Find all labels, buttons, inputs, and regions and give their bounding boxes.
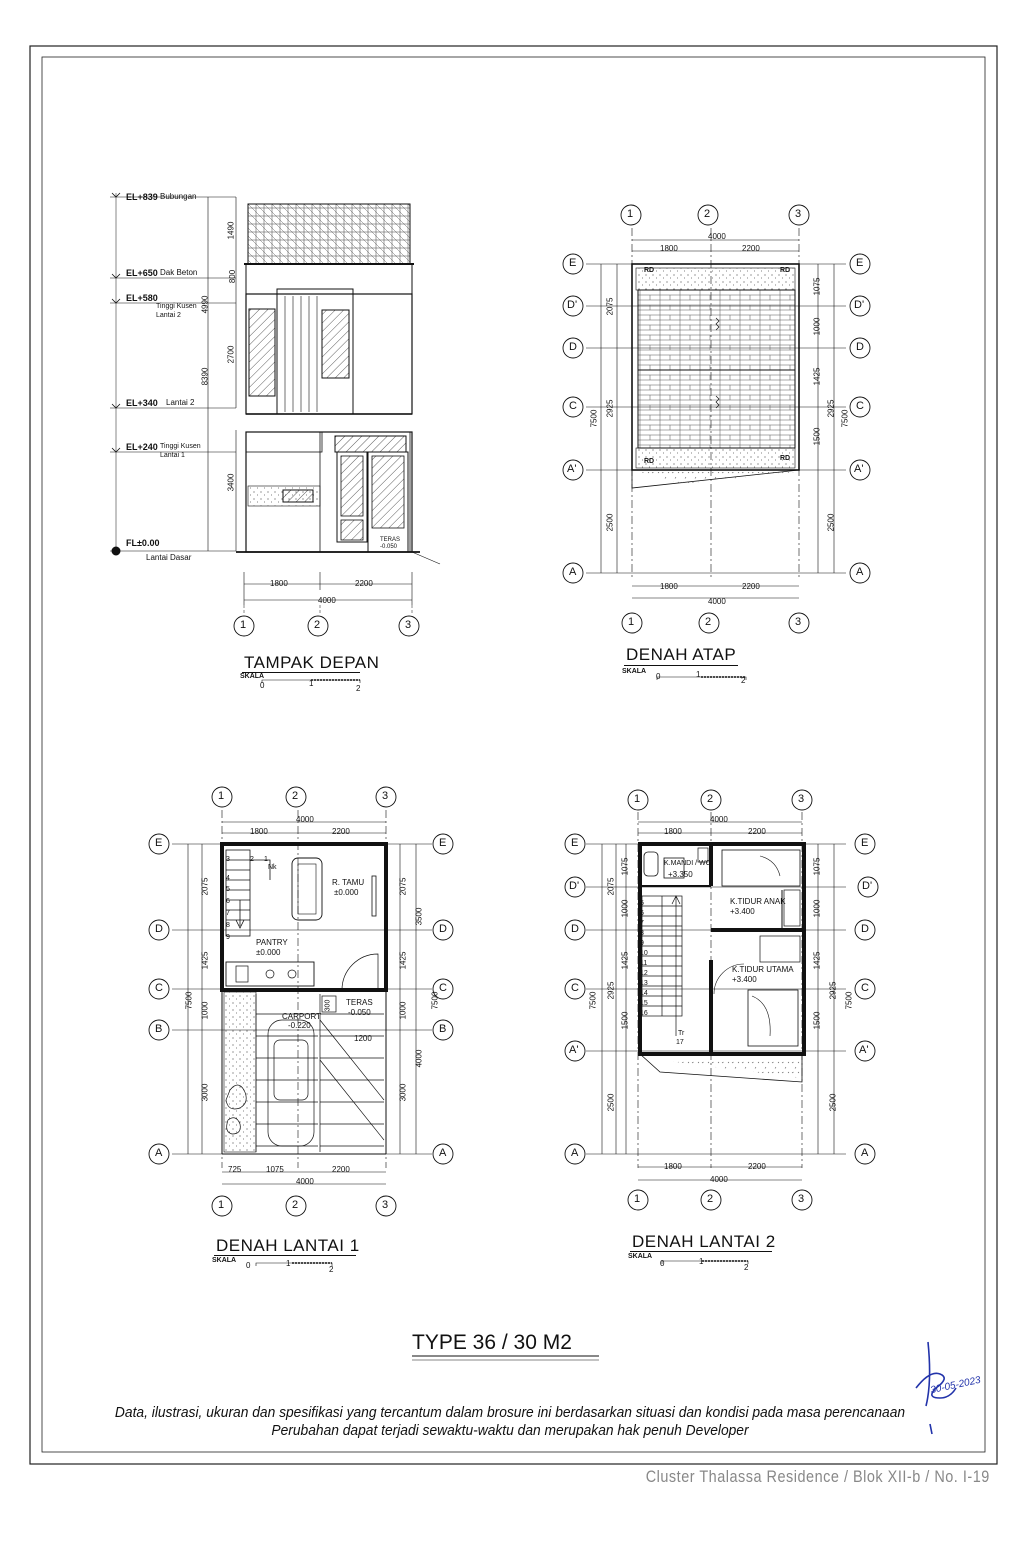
dim-label: 2075 [605, 297, 615, 316]
scale-label: SKALA [622, 668, 647, 675]
stair-step-number: 8 [226, 922, 230, 929]
stair-step-number: 14 [640, 990, 648, 997]
room-label-kamar-mandi: K.MANDI / WC [664, 860, 711, 867]
room-elevation: +3.350 [668, 870, 693, 879]
grid-row-label: C [861, 982, 869, 994]
roof-plan-title: DENAH ATAP [626, 645, 737, 664]
stair-step-number: 6 [640, 910, 644, 917]
dim-label: 4000 [708, 232, 726, 241]
grid-axis-label: 3 [795, 208, 802, 220]
scale-tick: 0 [656, 672, 661, 681]
grid-axis-label: 3 [405, 619, 412, 631]
stair-step-number: 4 [226, 875, 230, 882]
roof-drain-label: RD [644, 267, 655, 274]
disclaimer-line-2: Perubahan dapat terjadi sewaktu-waktu dan merupakan hak penuh Developer [271, 1422, 749, 1439]
level-label: EL+839 [126, 192, 158, 202]
grid-axis-label: 2 [704, 208, 711, 220]
grid-row-label: C [856, 400, 864, 412]
room-label-tamu: R. TAMU [332, 878, 365, 887]
dim-label: 300 [324, 999, 332, 1012]
grid-row-label: A' [854, 463, 864, 475]
stair-step-number: 9 [226, 934, 230, 941]
grid-row-label: D' [567, 299, 578, 311]
grid-row-label: C [439, 982, 447, 994]
grid-row-label: A [439, 1147, 447, 1159]
grid-axis-label: 3 [382, 790, 389, 802]
dim-label: 1200 [354, 1034, 372, 1043]
dim-label: 1800 [270, 579, 288, 588]
dim-label: 2500 [606, 1093, 616, 1112]
grid-axis-label: 1 [627, 208, 634, 220]
dim-label: 1075 [266, 1165, 284, 1174]
dim-label: 1425 [620, 951, 630, 970]
dim-label: 725 [228, 1165, 242, 1174]
dim-label: 1000 [398, 1001, 408, 1020]
disclaimer [78, 1404, 943, 1440]
scale-tick: 1 [696, 670, 701, 679]
dim-label: 3000 [398, 1083, 408, 1102]
title-underline [630, 1251, 772, 1252]
dim-label: 3000 [200, 1083, 210, 1102]
dim-label: 2925 [606, 981, 616, 1000]
scale-tick: 2 [356, 684, 361, 693]
dim-label: 4000 [710, 1175, 728, 1184]
grid-row-label: D' [569, 880, 580, 892]
grid-row-label: E [439, 837, 447, 849]
stair-step-number: 5 [226, 886, 230, 893]
dim-label: 2925 [605, 399, 615, 418]
dim-label: 2075 [398, 877, 408, 896]
stair-nk-label: Nk [268, 864, 277, 871]
scale-tick: 1 [699, 1257, 704, 1266]
scale-tick: 2 [329, 1265, 334, 1274]
dim-label: 1425 [398, 951, 408, 970]
dim-label: 1075 [812, 857, 822, 876]
dim-label: 1000 [200, 1001, 210, 1020]
grid-row-label: D [155, 923, 163, 935]
roof-drain-label: RD [780, 267, 791, 274]
stair-step-number: 11 [640, 960, 648, 967]
grid-axis-label: 1 [628, 616, 635, 628]
grid-axis-label: 1 [218, 790, 225, 802]
dim-label: 2500 [828, 1093, 838, 1112]
stair-step-number: 2 [250, 856, 254, 863]
dim-label: 3500 [414, 907, 424, 926]
room-label-carport: CARPORT [282, 1012, 321, 1021]
dim-label: 2200 [332, 827, 350, 836]
grid-row-label: A [569, 566, 577, 578]
grid-row-label: A [856, 566, 864, 578]
scale-label: SKALA [628, 1253, 653, 1260]
grid-axis-label: 3 [798, 793, 805, 805]
dim-label: 2200 [355, 579, 373, 588]
grid-row-label: C [571, 982, 579, 994]
grid-row-label: A [571, 1147, 579, 1159]
dim-label: 2500 [605, 513, 615, 532]
dim-label: 2075 [606, 877, 616, 896]
grid-row-label: A' [567, 463, 577, 475]
grid-axis-label: 2 [705, 616, 712, 628]
room-label-pantry: PANTRY [256, 938, 288, 947]
dim-label: 2200 [742, 244, 760, 253]
grid-row-label: D [439, 923, 447, 935]
title-underline [214, 1255, 356, 1256]
scale-tick: 1 [309, 679, 314, 688]
scale-tick: 1 [286, 1259, 291, 1268]
scale-label: SKALA [240, 673, 265, 680]
room-elevation: +3.400 [730, 907, 755, 916]
level-label: EL+340 [126, 398, 158, 408]
dim-label: 1000 [620, 899, 630, 918]
level-name: Lantai Dasar [146, 553, 192, 562]
dim-label: 7500 [840, 409, 850, 428]
grid-axis-label: 3 [795, 616, 802, 628]
level-name: Dak Beton [160, 268, 198, 277]
teras-label: TERAS -0.050 [380, 537, 401, 550]
room-elevation: ±0.000 [256, 948, 281, 957]
type-title: TYPE 36 / 30 M2 [412, 1331, 572, 1354]
dim-label: 4000 [708, 597, 726, 606]
disclaimer-line-1: Data, ilustrasi, ukuran dan spesifikasi yang tercantum dalam brosure ini berdasarkan situasi dan kondisi pada masa perencanaan [114, 1404, 906, 1421]
dim-label: 1075 [812, 277, 822, 296]
level-label: FL±0.00 [126, 538, 160, 548]
dim-label: 1075 [620, 857, 630, 876]
dim-label: 2200 [332, 1165, 350, 1174]
dim-label: 4000 [296, 1177, 314, 1186]
dim-label: 1500 [812, 1011, 822, 1030]
grid-row-label: B [155, 1023, 163, 1035]
dim-label: 7500 [589, 409, 599, 428]
dim-label: 1800 [664, 1162, 682, 1171]
grid-axis-label: 1 [634, 793, 641, 805]
stair-step-number: 16 [640, 1010, 648, 1017]
grid-axis-label: 2 [292, 790, 299, 802]
grid-axis-label: 2 [314, 619, 321, 631]
dim-label: 1500 [620, 1011, 630, 1030]
dim-label: 2075 [200, 877, 210, 896]
level-name: Tinggi Kusen Lantai 1 [160, 443, 201, 459]
grid-axis-label: 1 [634, 1193, 641, 1205]
grid-row-label: B [439, 1023, 447, 1035]
grid-row-label: D [569, 341, 577, 353]
grid-axis-label: 2 [707, 793, 714, 805]
grid-row-label: D' [854, 299, 865, 311]
dim-label: 2925 [826, 399, 836, 418]
stair-step-number: 9 [640, 940, 644, 947]
grid-row-label: C [569, 400, 577, 412]
stair-step-number: 1 [264, 856, 268, 863]
level-name: Lantai 2 [166, 398, 195, 407]
level-label: EL+650 [126, 268, 158, 278]
dim-label: 1425 [812, 367, 822, 386]
dim-label: 1490 [226, 221, 236, 240]
grid-row-label: C [155, 982, 163, 994]
dim-label: 1800 [660, 244, 678, 253]
level-label: EL+580 [126, 293, 158, 303]
level-name: Tinggi Kusen Lantai 2 [156, 303, 197, 319]
scale-tick: 0 [660, 1259, 665, 1268]
scale-tick: 0 [246, 1261, 251, 1270]
title-underline [624, 665, 738, 666]
level-name: Bubungan [160, 192, 197, 201]
dim-label: 8390 [200, 367, 210, 386]
stair-step-number: 10 [640, 950, 648, 957]
room-label-tidur-utama: K.TIDUR UTAMA [732, 965, 794, 974]
dim-label: 7500 [184, 991, 194, 1010]
roof-drain-label: RD [644, 458, 655, 465]
dim-label: 2925 [828, 981, 838, 1000]
grid-row-label: D [856, 341, 864, 353]
dim-label: 7500 [588, 991, 598, 1010]
grid-axis-label: 3 [382, 1199, 389, 1211]
front-elevation [110, 193, 440, 683]
roof-plan [563, 205, 870, 680]
dim-label: 1800 [250, 827, 268, 836]
stair-step-number: 13 [640, 980, 648, 987]
stair-step-number: 3 [226, 856, 230, 863]
dim-label: 7500 [430, 991, 440, 1010]
scale-tick: 2 [744, 1263, 749, 1272]
scale-tick: 2 [741, 676, 746, 685]
inner-border [42, 57, 985, 1452]
dim-label: 1425 [200, 951, 210, 970]
dim-label: 7500 [844, 991, 854, 1010]
floor2-plan [565, 790, 878, 1264]
grid-axis-label: 2 [707, 1193, 714, 1205]
room-elevation: +3.400 [732, 975, 757, 984]
dim-label: 3400 [226, 473, 236, 492]
grid-axis-label: 1 [240, 619, 247, 631]
grid-row-label: E [571, 837, 579, 849]
stair-step-number: 5 [640, 900, 644, 907]
dim-label: 4000 [318, 596, 336, 605]
grid-row-label: A' [859, 1044, 869, 1056]
roof-drain-label: RD [780, 455, 791, 462]
room-elevation: -0.050 [348, 1008, 371, 1017]
scale-label: SKALA [212, 1257, 237, 1264]
dim-label: 2200 [748, 827, 766, 836]
stair-step-number: 15 [640, 1000, 648, 1007]
front-elevation-title: TAMPAK DEPAN [244, 653, 380, 672]
dim-label: 1000 [812, 899, 822, 918]
dim-label: 1800 [660, 582, 678, 591]
stair-step-number: 8 [640, 930, 644, 937]
stair-top-label: Tr [678, 1030, 685, 1037]
floor2-title: DENAH LANTAI 2 [632, 1232, 776, 1251]
stair-step-number: 6 [226, 898, 230, 905]
stair-step-number: 12 [640, 970, 648, 977]
signature-date: 30-05-2023 [929, 1374, 982, 1397]
dim-label: 2200 [748, 1162, 766, 1171]
dim-label: 2200 [742, 582, 760, 591]
dim-label: 4990 [200, 295, 210, 314]
room-label-tidur-anak: K.TIDUR ANAK [730, 897, 786, 906]
grid-axis-label: 1 [218, 1199, 225, 1211]
dim-label: 1425 [812, 951, 822, 970]
grid-row-label: D [861, 923, 869, 935]
dim-label: 4000 [414, 1049, 424, 1068]
grid-row-label: E [861, 837, 869, 849]
level-label: EL+240 [126, 442, 158, 452]
grid-row-label: A' [569, 1044, 579, 1056]
grid-row-label: A [155, 1147, 163, 1159]
dim-label: 1000 [812, 317, 822, 336]
grid-row-label: E [569, 257, 577, 269]
grid-row-label: D [571, 923, 579, 935]
grid-row-label: E [155, 837, 163, 849]
grid-axis-label: 3 [798, 1193, 805, 1205]
scale-tick: 0 [260, 681, 265, 690]
floor1-title: DENAH LANTAI 1 [216, 1236, 360, 1255]
dim-label: 2500 [826, 513, 836, 532]
room-elevation: ±0.000 [334, 888, 359, 897]
dim-label: 4000 [710, 815, 728, 824]
dim-label: 1500 [812, 427, 822, 446]
dim-label: 800 [228, 269, 238, 284]
stair-step-number: 7 [640, 920, 644, 927]
grid-row-label: A [861, 1147, 869, 1159]
room-label-teras: TERAS [346, 998, 373, 1007]
stair-step-number: 17 [676, 1039, 684, 1046]
stair-step-number: 7 [226, 910, 230, 917]
grid-row-label: E [856, 257, 864, 269]
dim-label: 4000 [296, 815, 314, 824]
room-elevation: -0.220 [288, 1021, 311, 1030]
dim-label: 2700 [226, 345, 236, 364]
footer-project-info: Cluster Thalassa Residence / Blok XII-b / No. I-19 [645, 1467, 990, 1486]
dim-label: 1800 [664, 827, 682, 836]
grid-row-label: D' [862, 880, 873, 892]
grid-axis-label: 2 [292, 1199, 299, 1211]
